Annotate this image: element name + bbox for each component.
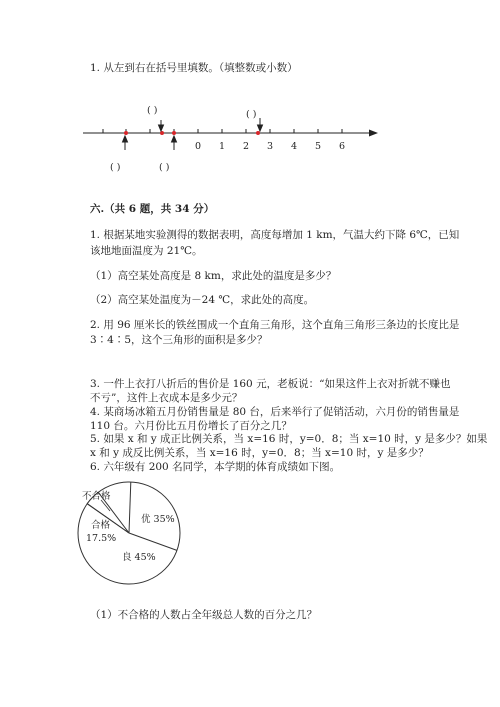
problem-5-line-2: x 和 y 成反比例关系，当 x=16 时，y=0．8；当 x=10 时，y 是多少？ [90,447,429,459]
tick-label-0: 0 [195,141,202,152]
down-arrow-1-head [159,125,164,131]
pie-label-pass-name: 合格 [91,520,111,531]
problem-6-line-1: 6. 六年级有 200 名同学，本学期的体育成绩如下图。 [90,461,341,473]
problem-3-line-2: 不亏”，这件上衣成本是多少元？ [90,392,243,404]
section-title: 六.（共 6 题，共 34 分） [90,203,215,215]
tick-label-6: 6 [339,141,346,152]
problem-4-line-1: 4. 某商场冰箱五月份销售量是 80 台，后来举行了促销活动，六月份的销售量是 [90,406,460,418]
tick-label-1: 1 [219,141,226,152]
tick-label-5: 5 [315,141,322,152]
pie-label-good: 良 45% [122,552,156,563]
pie-chart [78,482,180,584]
pie-divider-1 [129,482,131,533]
bottom-blank-1[interactable]: ( ) [110,162,121,173]
tick-label-4: 4 [291,141,298,152]
top-blank-2[interactable]: ( ) [246,109,257,120]
problem-5-line-1: 5. 如果 x 和 y 成正比例关系，当 x=16 时，y=0．8；当 x=10 时，y 是多少？如果 [90,433,488,445]
number-line-point-d [256,131,260,135]
top-blank-1[interactable]: ( ) [147,105,158,116]
problem-4-line-2: 110 台。六月份比五月份增长了百分之几？ [90,420,292,432]
pie-label-pass-pct: 17.5% [86,533,117,544]
bottom-blank-2[interactable]: ( ) [159,162,170,173]
down-arrow-2-head [258,125,263,131]
number-line-point-c [172,131,176,135]
problem-2-line-1: 2. 用 96 厘米长的铁丝围成一个直角三角形，这个直角三角形三条边的长度比是 [90,319,460,331]
number-line-arrowhead [369,130,378,137]
pie-label-excellent: 优 35% [141,514,175,525]
problem-3-line-1: 3. 一件上衣打八折后的售价是 160 元，老板说：“如果这件上衣对折就不赚也 [90,378,451,390]
problem-1-line-2: 该地地面温度为 21℃。 [90,245,203,257]
problem-6-sub-1: （1）不合格的人数占全年级总人数的百分之几？ [90,609,318,621]
up-arrow-2-head [172,136,177,142]
number-line-ticks [103,129,342,133]
pie-divider-2 [129,533,177,550]
pie-label-fail: 不合格 [82,491,111,502]
problem-1-sub-1: （1）高空某处高度是 8 km，求此处的温度是多少？ [90,270,337,282]
problem-2-line-2: 3∶4∶5，这个三角形的面积是多少？ [90,334,268,346]
number-line-point-b [160,131,164,135]
number-line-point-a [124,131,128,135]
tick-label-3: 3 [267,141,274,152]
question-1-title: 1. 从左到右在括号里填数。（填整数或小数） [90,62,298,74]
tick-label-2: 2 [243,141,250,152]
up-arrow-1-head [123,136,128,142]
problem-1-line-1: 1. 根据某地实验测得的数据表明，高度每增加 1 km，气温大约下降 6℃，已知 [90,229,460,241]
problem-1-sub-2: （2）高空某处温度为－24 ℃，求此处的高度。 [90,294,315,306]
